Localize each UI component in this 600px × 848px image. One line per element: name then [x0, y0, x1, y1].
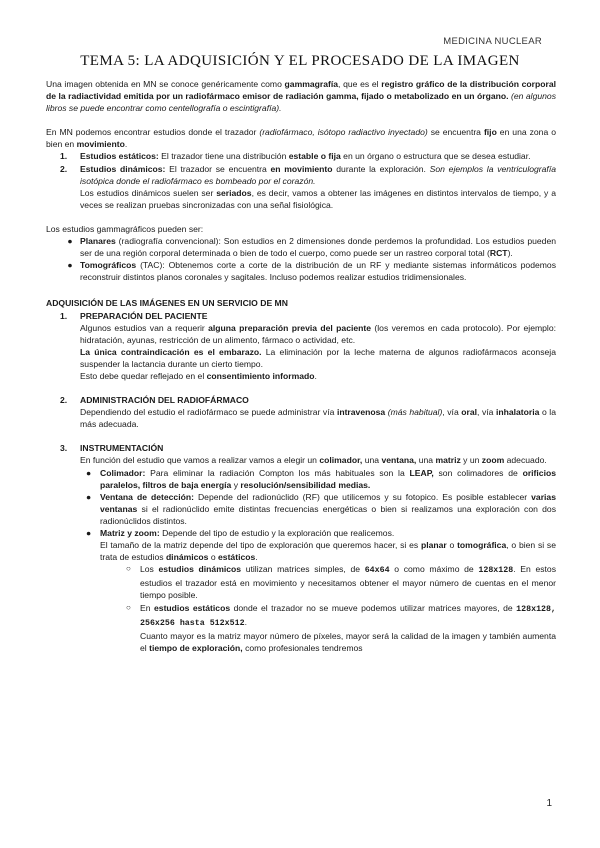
gamma-types-intro: Los estudios gammagráficos pueden ser:: [46, 223, 204, 234]
running-header: MEDICINA NUCLEAR: [443, 36, 542, 47]
document-body: [46, 78, 556, 654]
tracer-paragraph: En MN podemos encontrar estudios donde el trazador (radiofármaco, isótopo radiactivo inyectado) se encuentra fijo en una zona o bien en movimiento.: [46, 127, 556, 150]
intro-paragraph: Una imagen obtenida en MN se conoce genéricamente como gammagrafía, que es el registro gráfico de la distribución corporal de la radiactividad emitida por un radiofármaco emisor de radiación gamma, fijado o metabolizado en un órgano. (en algunos libros se puede encontrar como centellografía o escintigrafía).: [46, 79, 556, 114]
dynamic-studies-detail: Los estudios dinámicos suelen ser seriados, es decir, vamos a obtener las imágenes en distintos intervalos de tiempo, y a veces se realizan pruebas sincronizadas con una señal fisiológica.: [80, 187, 556, 210]
contraindication-text: La única contraindicación es el embarazo. La eliminación por la leche materna de algunos radiofármacos aconseja suspender la lactancia durante un cierto tiempo.: [80, 346, 556, 369]
list-item-dynamic-matrix: ○ Los estudios dinámicos utilizan matrices simples, de 64x64 o como máximo de 128x128. En estos estudios el trazador está en movimiento y necesitamos obtener el mayor número de cuentas en el menor tiempo posible.: [126, 564, 557, 601]
heading-patient-preparation: 1. PREPARACIÓN DEL PACIENTE: [60, 310, 208, 321]
page-number: 1: [546, 798, 552, 809]
section-heading: ADQUISICIÓN DE LAS IMÁGENES EN UN SERVICIO DE MN: [46, 298, 288, 309]
list-item-detection-window: ● Ventana de detección: Depende del radionúclido (RF) que utilicemos y su fotopico. Es posible establecer varias ventanas si el radionúclido emite distintas frecuencias energéticas o bien si realizamos una exploración con dos radionúclidos distintos.: [86, 491, 556, 526]
list-item-tomographic: ● Tomográficos (TAC): Obtenemos corte a corte de la distribución de un RF y mediante sistemas informáticos podemos reconstruir distintos planos coronales y sagitales. Incluso podemos realizar estudios tridimensionales.: [67, 260, 556, 283]
instrumentation-text: En función del estudio que vamos a realizar vamos a elegir un colimador, una ventana, una matriz y un zoom adecuado.: [80, 455, 547, 466]
page-title: TEMA 5: LA ADQUISICIÓN Y EL PROCESADO DE LA IMAGEN: [80, 53, 520, 69]
admin-text: Dependiendo del estudio el radiofármaco se puede administrar vía intravenosa (más habitual), vía oral, vía inhalatoria o la más adecuada.: [80, 407, 556, 430]
list-item-planar: ● Planares (radiografía convencional): Son estudios en 2 dimensiones donde perdemos la profundidad. Los estudios pueden ser de una región corporal determinada o bien de todo el cuerpo, como puede ser un rastreo corporal total (RCT).: [67, 236, 556, 259]
patient-preparation-text: Algunos estudios van a requerir alguna preparación previa del paciente (los veremos en cada protocolo). Por ejemplo: hidratación, ayunas, restricción de un alimento, fármaco o actividad, etc.: [80, 322, 556, 345]
list-item-dynamic-studies: 2. Estudios dinámicos: El trazador se encuentra en movimiento durante la exploración. Son ejemplos la ventriculografía isotópica donde el radiofármaco es bombeado por el corazón.: [60, 163, 556, 186]
matrix-size-text: El tamaño de la matriz depende del tipo de exploración que queremos hacer, si es planar o tomográfica, o bien si se trata de estudios dinámicos o estáticos.: [100, 540, 557, 563]
list-item-static-matrix: ○ En estudios estáticos donde el trazador no se mueve podemos utilizar matrices mayores, de 128x128, 256x256 hasta 512x512. Cuanto mayor es la matriz mayor número de píxeles, mayor será la calidad de la imagen y también aumenta el tiempo de exploración, como profesionales tendremos: [126, 602, 556, 653]
heading-radiopharmaceutical-admin: 2. ADMINISTRACIÓN DEL RADIOFÁRMACO: [60, 395, 249, 406]
informed-consent-text: Esto debe quedar reflejado en el consentimiento informado.: [80, 370, 317, 381]
list-item-collimator: ● Colimador: Para eliminar la radiación Compton los más habituales son la LEAP, son colimadores de orificios paralelos, filtros de baja energía y resolución/sensibilidad medias.: [86, 467, 557, 490]
list-item-matrix-zoom: ● Matriz y zoom: Depende del tipo de estudio y la exploración que realicemos.: [86, 528, 395, 538]
list-item-static-studies: 1. Estudios estáticos: El trazador tiene una distribución estable o fija en un órgano o estructura que se desea estudiar.: [60, 151, 531, 162]
heading-instrumentation: 3. INSTRUMENTACIÓN: [60, 443, 164, 454]
